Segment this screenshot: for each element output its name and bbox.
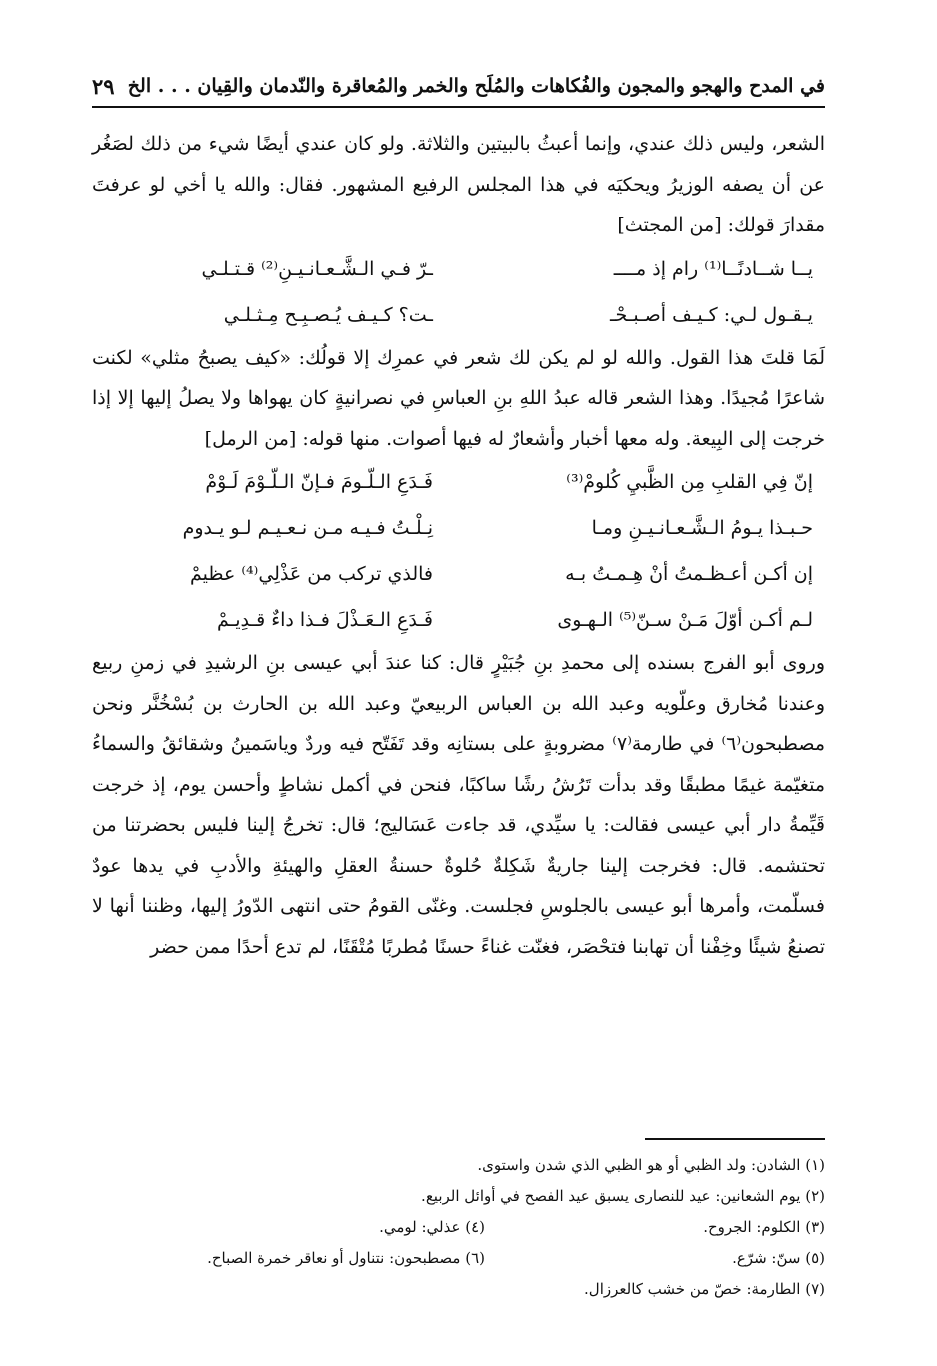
footnote-line [92,1274,825,1305]
poem-ramal [92,459,825,643]
verse-first-hemistich: يــا شــادنًــا⁽¹⁾ رام إذ مــــ [613,257,813,280]
footnote-2: (٢) يوم الشعانين: عيد للنصارى يسبق عيد الفصح في أوائل الربيع. [421,1187,825,1205]
main-text [92,124,825,967]
footnote-4: (٤) عذلي: لومي. [379,1218,485,1236]
verse-second-hemistich: فالذي تركب من عَذْلِي⁽⁴⁾ عظيمْ [190,563,433,585]
footnote-1: (١) الشادن: ولد الظبي أو هو الظبي الذي شدن واستوى. [477,1156,825,1174]
footnote-divider [645,1138,825,1140]
footnotes [92,1150,825,1305]
verse-first-hemistich: إنّ فِي القلبِ مِن الظَّبيِ كُلومْ⁽³⁾ [566,471,813,493]
footnote-6: (٦) مصطبحون: نتناول أو نعاقر خمرة الصباح. [207,1249,485,1267]
verse-second-hemistich: ـرّ فـي الـشَّـعـانـيـنِ⁽²⁾ قـتـلـي [201,257,433,280]
verse [92,505,825,551]
footnote-5: (٥) سنّ: شرّع. [732,1249,825,1267]
verse [92,459,825,505]
verse-second-hemistich: فَـدَعِ الـلّـومَ فـإنّ الـلّـوْمَ لَـوْمْ [205,471,433,493]
footnote-line [92,1181,825,1212]
verse [92,597,825,643]
footnote-line [92,1212,825,1243]
verse [92,246,825,292]
verse-first-hemistich: حـبـذا يـومُ الـشَّـعـانـيـنِ ومـا [591,517,813,539]
footnote-line [92,1150,825,1181]
verse-first-hemistich: إن أكـن أعـظـمتُ أنْ هِـمـتُ بـه [565,563,813,585]
paragraph-1: الشعر، وليس ذلك عندي، وإنما أعبثُ بالبيتين والثلاثة. ولو كان عندي أيضًا شيء من ذلك لصَغُر عن أن يصفه الوزيرُ ويحكيَه في هذا المجلس الرفيع المشهور. فقال: والله يا أخي لو عرفتَ مقدارَ قولك: [من المجتث] [92,133,825,236]
footnote-3: (٣) الكلوم: الجروح. [703,1218,825,1236]
verse [92,292,825,338]
paragraph-3: وروى أبو الفرج بسنده إلى محمدِ بنِ جُبَيْرٍ قال: كنا عندَ أبي عيسى بنِ الرشيدِ في زمنِ ربيع وعندنا مُخارق وعلّويه وعبد الله بن العباس الربيعيّ وعبد الله بن الحارث بن بُسْخُنَّر ونحن مصطبحون⁽٦⁾ في طارمة⁽٧⁾ مضروبةٍ على بستانِه وقد تَفَتّح فيه وردٌ وياسَمينُ وشقائقُ والسماءُ متغيّمة غيمًا مطبقًا وقد بدأت تَرُشُ رشًا ساكبًا، فنحن في أكمل نشاطٍ وأحسن يوم، إذ خرجت قَيِّمةُ دار أبي عيسى فقالت: يا سيِّدي، قد جاءت عَسَاليج؛ قال: تخرجُ إلينا فليس بحضرتنا من تحتشمه. قال: فخرجت إلينا جاريةٌ شَكِلةٌ حُلوةٌ حسنةُ العقلِ والهيئةِ والأدبِ في يدها عودٌ فسلّمت، وأمرها أبو عيسى بالجلوسِ فجلست. وغنّى القومُ حتى انتهى الدّورُ إليها، وظننا أنها لا تصنعُ شيئًا وخِفْنا أن تهابنا فتحْصَر، فغنّت غناءً حسنًا مُطربًا مُتْقَنًا، لم تدع أحدًا ممن حضر [92,652,826,958]
verse-second-hemistich: فَـدَعِ الـعَـذْلَ فـذا داءٌ قـدِيـمْ [217,609,433,631]
verse-second-hemistich: ـت؟ كـيـف يُـصـبِـح مِـثـلـي [223,303,433,326]
running-header [92,66,825,108]
verse [92,551,825,597]
verse-second-hemistich: نِـلْـتُ فـيـه مـن نـعـيـم لـو يـدوم [182,517,433,539]
paragraph-2: لَمَا قلتَ هذا القول. والله لو لم يكن لك شعر في عمرِك إلا قولُك: «كيف يصبحُ مثلي» لكنت شاعرًا مُجيدًا. وهذا الشعر قاله عبدُ اللهِ بنِ العباسِ في نصرانيةٍ كان يهواها ولا يصلُ إليها إلا إذا خرجت إلى البِيعة. وله معها أخبار وأشعارٌ له فيها أصوات. منها قوله: [من الرمل] [92,346,825,450]
verse-first-hemistich: يـقـول لـي: كـيـف أصـبـحْـ [609,303,813,326]
page-number: ٢٩ [92,73,115,99]
footnote-line [92,1243,825,1274]
poem-mujtathth [92,246,825,338]
verse-first-hemistich: لـم أكـن أوّلَ مَـنْ سـنّ⁽⁵⁾ الـهـوى [557,609,813,631]
footnote-7: (٧) الطارمة: خصّ من خشب كالعرزال. [584,1280,825,1298]
header-title: في المدح والهجو والمجون والفُكاهات والمُلَح والخمر والمُعاقرة والنّدمان والقِيان . . . الخ [127,75,825,97]
